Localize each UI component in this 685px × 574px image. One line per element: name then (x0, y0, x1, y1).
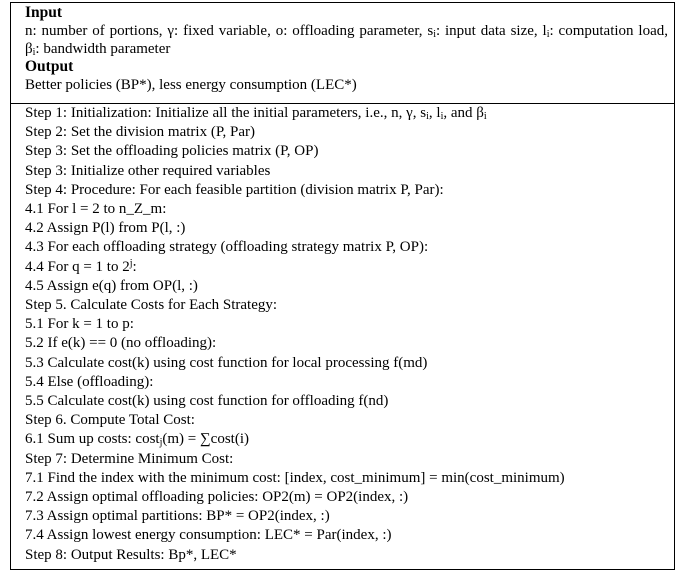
output-heading: Output (25, 58, 74, 75)
steps-section (11, 104, 674, 565)
step-7-4: 7.4 Assign lowest energy consumption: LEC* = Par(index, :) (25, 527, 392, 544)
step-4-1: 4.1 For l = 2 to n_Z_m: (25, 201, 167, 218)
algorithm-box (10, 2, 675, 570)
step-4-2: 4.2 Assign P(l) from P(l, :) (25, 220, 186, 237)
step-4-5: 4.5 Assign e(q) from OP(l, :) (25, 277, 198, 294)
step-7-3: 7.3 Assign optimal partitions: BP* = OP2(index, :) (25, 508, 330, 525)
step-8: Step 8: Output Results: Bp*, LEC* (25, 546, 237, 563)
step-3-offloading: Step 3: Set the offloading policies matrix (P, OP) (25, 143, 319, 160)
step-1: Step 1: Initialization: Initialize all the initial parameters, i.e., n, γ, $s_i$, $l_i$, and $\beta_i$ (25, 105, 487, 122)
step-7: Step 7: Determine Minimum Cost: (25, 450, 234, 467)
step-5: Step 5. Calculate Costs for Each Strategy: (25, 297, 278, 314)
step-4: Step 4: Procedure: For each feasible partition (division matrix P, Par): (25, 181, 444, 198)
input-description: n: number of portions, γ: fixed variable, o: offloading parameter, $s_i$: input data size, $l_i$: computation load, $\beta_i$: bandwidth parameter (25, 23, 668, 58)
step-7-2: 7.2 Assign optimal offloading policies: OP2(m) = OP2(index, :) (25, 489, 409, 506)
step-7-1: 7.1 Find the index with the minimum cost: [index, cost_minimum] = min(cost_minimum) (25, 469, 565, 486)
step-6: Step 6. Compute Total Cost: (25, 412, 195, 429)
step-6-1: 6.1 Sum up costs: cost$_j$(m) = ∑cost(i) (25, 431, 250, 449)
step-5-1: 5.1 For k = 1 to p: (25, 316, 134, 333)
step-5-5: 5.5 Calculate cost(k) using cost function for offloading f(nd) (25, 393, 389, 410)
step-4-4: 4.4 For q = 1 to 2$^j$: (25, 257, 137, 275)
step-4-3: 4.3 For each offloading strategy (offloading strategy matrix P, OP): (25, 239, 429, 256)
step-5-3: 5.3 Calculate cost(k) using cost function for local processing f(md) (25, 354, 428, 371)
output-description: Better policies (BP*), less energy consumption (LEC*) (25, 77, 357, 93)
step-2: Step 2: Set the division matrix (P, Par) (25, 124, 255, 141)
step-5-2: 5.2 If e(k) == 0 (no offloading): (25, 335, 217, 352)
io-section (11, 3, 674, 104)
step-5-4: 5.4 Else (offloading): (25, 373, 154, 390)
input-heading: Input (25, 4, 63, 21)
step-3-init: Step 3: Initialize other required variables (25, 162, 271, 179)
